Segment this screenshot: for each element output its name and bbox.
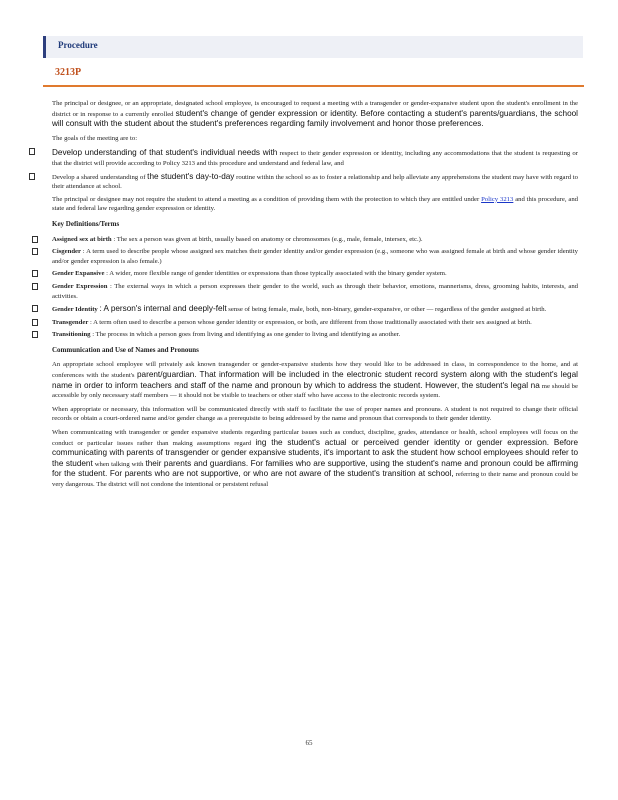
- communication-p3-small-2: when talking with: [94, 460, 144, 468]
- goal-2-b: routine within the school so as to foster a relationship and help alleviate any apprehensions the student may have with regard to their attendance at school.: [52, 173, 579, 191]
- definition-term: Transgender: [52, 318, 89, 326]
- definition-text: : The external ways in which a person expresses their gender to the world, such as through their behavior, emotions, mannerisms, dress, grooming habits, interests, and activities.: [52, 282, 579, 300]
- definition-item: [52, 330, 578, 340]
- definition-item: [52, 318, 578, 328]
- definition-text: : The sex a person was given at birth, usually based on anatomy or chromosomes (e.g., male, female, intersex, etc.).: [113, 235, 423, 243]
- goal-1-small: respect to their gender expression or identity, including any accommodations that the student is requesting or that the district will provide according to Policy 3213 and this procedure and understand and federal law, and: [52, 150, 579, 167]
- communication-heading: Communication and Use of Names and Pronouns: [52, 345, 199, 354]
- definition-term: Cisgender: [52, 248, 81, 256]
- definition-text: sense of being female, male, both, non-binary, gender-expansive, or other — regardless of the gender assigned at birth.: [228, 306, 547, 314]
- intro-paragraph: [52, 99, 578, 130]
- procedure-header-bar: [43, 36, 583, 58]
- communication-p3-large: ing the student's actual or perceived gender identity or gender expression. Before communicating with parents of transgender or gender expansive students, it's important to ask the student how school employees should refer to the student: [52, 437, 578, 468]
- goal-1-large: Develop understanding of that student's individual needs with: [52, 148, 278, 158]
- communication-p1-small: An appropriate school employee will privately ask known transgender or gender-expansive students how they would like to be addressed in class, in correspondence to the home, and at conferences with the student's: [52, 361, 578, 380]
- definition-item: [52, 247, 578, 266]
- meeting-text: The principal or designee may not require the student to attend a meeting as a condition of providing them with the protection to which they are entitled under: [52, 195, 480, 203]
- procedure-label: Procedure: [58, 40, 98, 50]
- document-body: [52, 99, 578, 494]
- communication-p3-tail: referring to their name and pronoun could be very dangerous. The district will not condone the intentional or persistent refusal: [52, 471, 578, 488]
- goal-2-a: Develop a shared understanding of: [52, 173, 146, 181]
- definition-term: Gender Expansive: [52, 270, 105, 278]
- bullet-box-icon: [32, 270, 38, 277]
- definition-text: : A wider, more flexible range of gender identities or expressions than those typically associated with the binary gender system.: [106, 270, 447, 278]
- goal-item-1: [52, 147, 578, 168]
- communication-p1-tail: me should be accessible by only necessary staff members — it should not be visible to teachers or other staff who have access to the electronic records system.: [52, 382, 578, 400]
- definition-item: [52, 235, 578, 245]
- definition-item: [52, 269, 578, 279]
- definition-item: [52, 304, 578, 315]
- goal-2-large: the student's day-to-day: [147, 171, 235, 181]
- page-number: 65: [305, 739, 313, 747]
- bullet-box-icon: [32, 331, 38, 338]
- header-divider: [43, 85, 584, 87]
- definition-item: [52, 282, 578, 301]
- definition-term: Transitioning: [52, 331, 91, 339]
- communication-p3-small: When communicating with transgender or gender expansive students regarding particular issues such as conduct, discipline, grades, attendance or health, school employees will focus on the conduct or particular issues rather than making assumptions regard: [52, 429, 578, 447]
- meeting-text-tail: and this procedure, and state and federal law regarding gender expression or identity.: [52, 195, 579, 213]
- policy-number: 3213P: [55, 67, 82, 78]
- bullet-box-icon: [32, 319, 38, 326]
- goal-item-2: [52, 172, 578, 192]
- intro-text-small: The principal or designee, or an appropriate, designated school employee, is encouraged to request a meeting with a transgender or gender-expansive student upon the student's enrollment in the district or in response to a currently enrolled: [52, 100, 578, 118]
- definition-term: Gender Expression: [52, 282, 108, 290]
- definition-text: : A term often used to describe a person whose gender identity or expression, or both, are different from those traditionally associated with their sex assigned at birth.: [89, 318, 532, 326]
- bullet-box-icon: [32, 248, 38, 255]
- definition-term: Gender Identity: [52, 306, 98, 314]
- definition-term: Assigned sex at birth: [52, 235, 112, 243]
- definition-text: : A term used to describe people whose assigned sex matches their gender identity and/or gender expression (e.g., someone who was assigned female at birth and whose gender identity and/or gender expression is also female.): [52, 248, 578, 265]
- bullet-box-icon: [32, 236, 38, 243]
- bullet-box-icon: [29, 173, 35, 180]
- bullet-box-icon: [29, 148, 35, 155]
- communication-paragraph-2: When appropriate or necessary, this information will be communicated directly with staff to facilitate the use of proper names and pronouns. A student is not required to change their official records or obtain a court-ordered name and/or gender change as a prerequisite to being addressed by the name and pronoun that corresponds to their gender identity.: [52, 405, 578, 423]
- definition-text: : The process in which a person goes from living and identifying as one gender to living and identifying as another.: [92, 331, 401, 339]
- policy-3213-link[interactable]: Policy 3213: [481, 195, 514, 203]
- communication-paragraph-3: [52, 428, 578, 490]
- goals-lead: The goals of the meeting are to:: [52, 134, 138, 142]
- communication-p3-large-2: their parents and guardians. For families who are supportive, using the student's name and pronoun could be affirming for the student. For parents who are not supportive, or who are not aware of the student's transition at school,: [52, 458, 579, 479]
- bullet-box-icon: [32, 305, 38, 312]
- intro-text-large: student's change of gender expression or identity. Before contacting a student's parents/guardians, the school will consult with the student about the student's preferences regarding family involvement and honor those preferences.: [52, 108, 578, 129]
- communication-paragraph-1: [52, 360, 578, 400]
- meeting-not-required-paragraph: [52, 195, 578, 214]
- communication-p1-large: parent/guardian. That information will be included in the electronic student record system along with the student's legal name in order to inform teachers and staff of the name and pronoun by which to address the student. However, the student's legal na: [52, 370, 578, 390]
- bullet-box-icon: [32, 283, 38, 290]
- definition-text-large: : A person's internal and deeply-felt: [99, 304, 227, 314]
- definitions-heading: Key Definitions/Terms: [52, 219, 120, 228]
